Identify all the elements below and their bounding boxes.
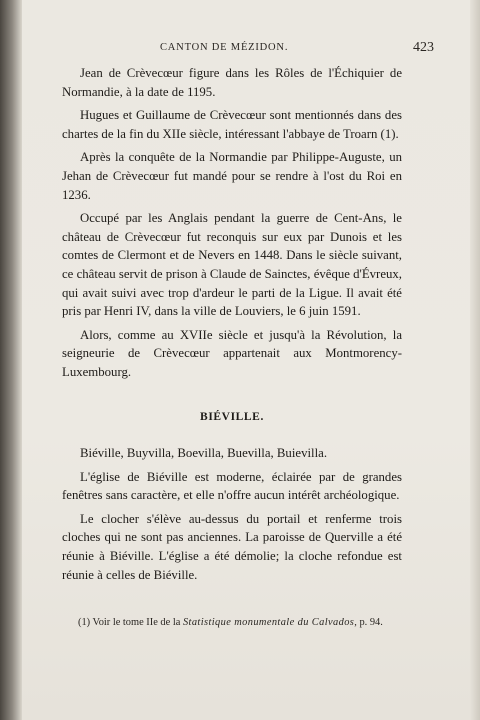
page-edge (470, 0, 480, 720)
page-header (62, 40, 434, 60)
section-paragraph: L'église de Biéville est moderne, éclairée par de grandes fenêtres sans caractère, et elle n'offre aucun intérêt archéologique. (62, 469, 402, 503)
footnote-text: (1) Voir le tome IIe de la (78, 617, 181, 628)
running-title: CANTON DE MÉZIDON. (160, 42, 289, 53)
book-spine-shadow (0, 0, 22, 720)
footnote-text-end: , p. 94. (354, 617, 383, 628)
body-text (62, 64, 402, 589)
paragraph: Jean de Crèvecœur figure dans les Rôles de l'Échiquier de Normandie, à la date de 1195. (62, 66, 402, 99)
footnote-italic-title: Statistique monumentale du Calvados (182, 617, 355, 628)
paragraph: Occupé par les Anglais pendant la guerre de Cent-Ans, le château de Crèvecœur fut reconquis sur eux par Dunois et les comtes de Clermont et de Nevers en 1448. Dans le siècle suivant, ce château servit de prison à Claude de Sainctes, évêque d'Évreux, qui avait suivi avec trop d'ardeur le parti de la Ligue. Il avait été pris par Henri IV, dans la ville de Louviers, le 6 juin 1591. (62, 211, 402, 319)
footnote (78, 614, 404, 631)
paragraph: Après la conquête de la Normandie par Philippe-Auguste, un Jehan de Crèvecœur fut mandé pour se rendre à l'ost du Roi en 1236. (62, 150, 402, 202)
section-title: BIÉVILLE. (200, 410, 264, 423)
paragraph: Hugues et Guillaume de Crèvecœur sont mentionnés dans des chartes de la fin du XIIe siècle, intéressant l'abbaye de Troarn (1). (62, 108, 402, 141)
section-paragraph: Biéville, Buyvilla, Boevilla, Buevilla, Buievilla. (80, 446, 328, 461)
paragraph: Alors, comme au XVIIe siècle et jusqu'à la Révolution, la seigneurie de Crèvecœur appartenait aux Montmorency-Luxembourg. (62, 327, 402, 379)
page-number: 423 (413, 40, 434, 55)
section-paragraph: Le clocher s'élève au-dessus du portail et renferme trois cloches qui ne sont pas anciennes. La paroisse de Querville a été réunie à Biéville. L'église a été démolie; la cloche refondue est réunie à celles de Biéville. (62, 511, 402, 582)
